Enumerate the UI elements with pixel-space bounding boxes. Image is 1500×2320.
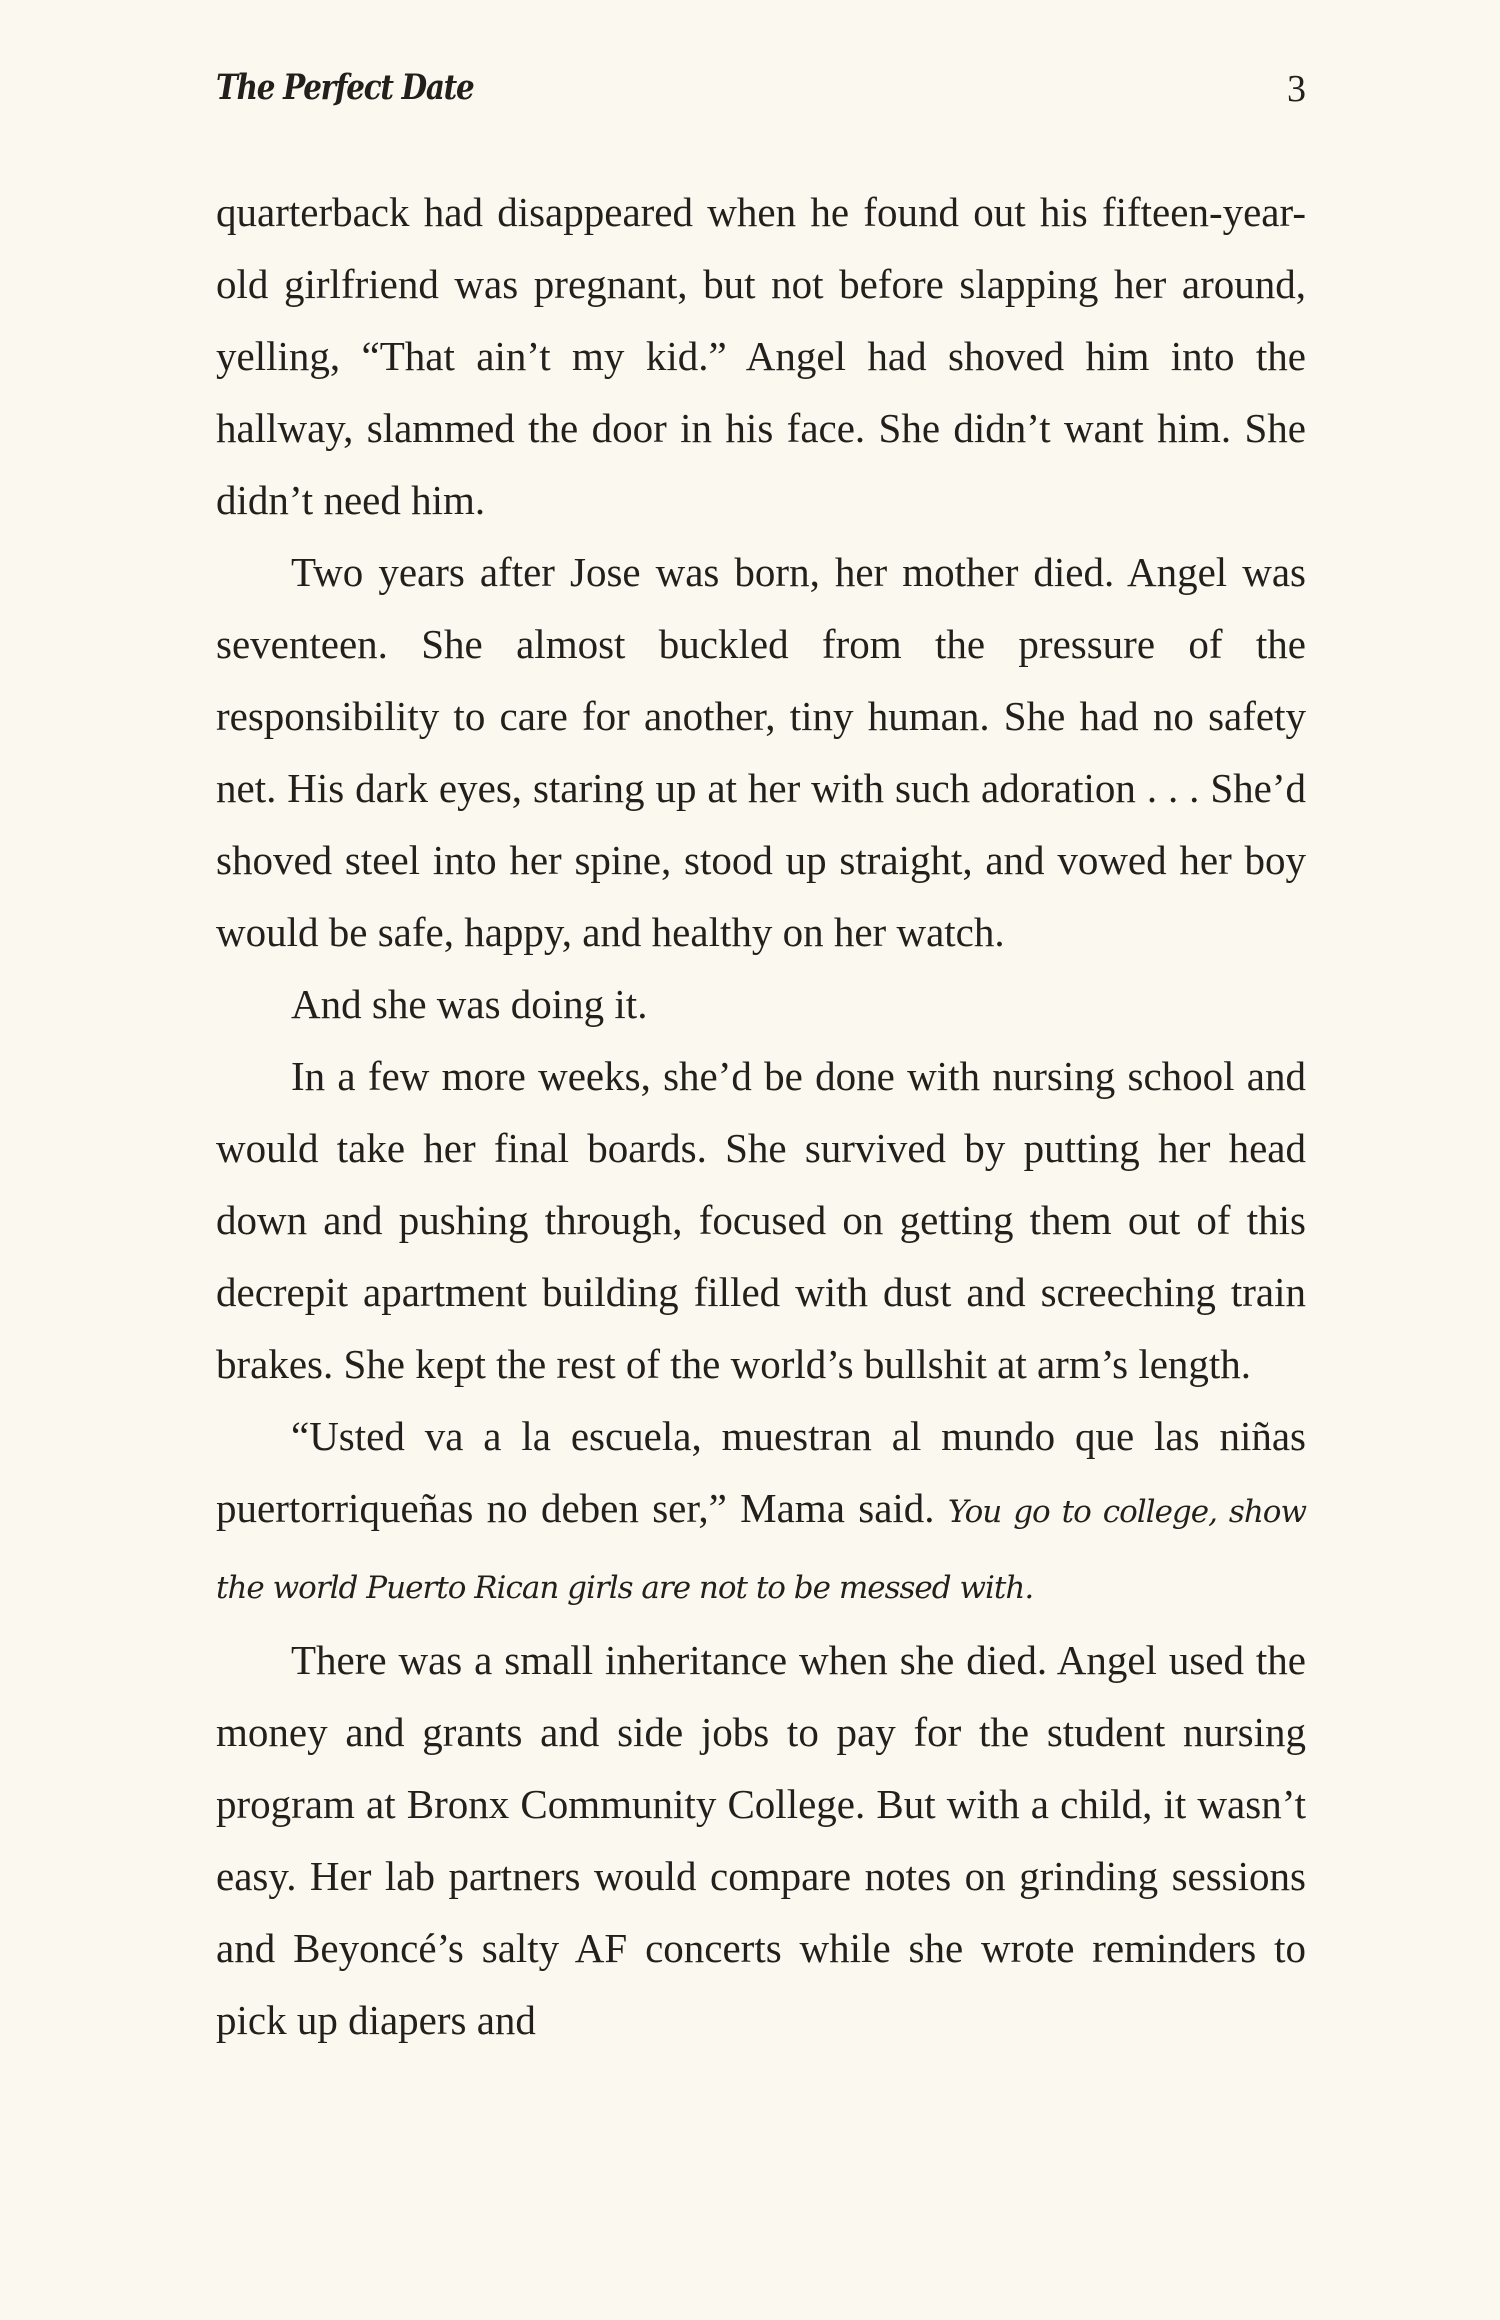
paragraph-6: There was a small inheritance when she died. Angel used the money and grants and side jobs to pay for the student nursing program at Bronx Community College. But with a child, it wasn’t easy. Her lab partners would compare notes on grinding sessions and Beyoncé’s salty AF concerts while she wrote reminders to pick up diapers and (216, 1637, 1306, 2043)
running-head (216, 48, 1306, 108)
running-title: The Perfect Date (216, 67, 474, 108)
paragraph-2: Two years after Jose was born, her mother died. Angel was seventeen. She almost buckled from the pressure of the responsibility to care for another, tiny human. She had no safety net. His dark eyes, staring up at her with such adoration . . . She’d shoved steel into her spine, stood up straight, and vowed her boy would be safe, happy, and healthy on her watch. (216, 549, 1306, 955)
body-text (216, 176, 1306, 2056)
paragraph-1: quarterback had disappeared when he found out his fifteen-year-old girlfriend was pregnant, but not before slapping her around, yelling, “That ain’t my kid.” Angel had shoved him into the hallway, slammed the door in his face. She didn’t want him. She didn’t need him. (216, 189, 1306, 523)
page-number: 3 (1287, 68, 1306, 110)
quote-translation: You go to college, show the world Puerto Rican girls are not to be messed with. (216, 1494, 1306, 1606)
paragraph-3: And she was doing it. (291, 981, 648, 1027)
quote-paragraph (216, 1400, 1306, 1624)
paragraph-4: In a few more weeks, she’d be done with nursing school and would take her final boards. She survived by putting her head down and pushing through, focused on getting them out of this decrepit apartment building filled with dust and screeching train brakes. She kept the rest of the world’s bullshit at arm’s length. (216, 1053, 1306, 1387)
spanish-quote: “Usted va a la escuela, muestran al mundo que las niñas puertorriqueñas no deben ser,” Mama said. (216, 1413, 1306, 1531)
